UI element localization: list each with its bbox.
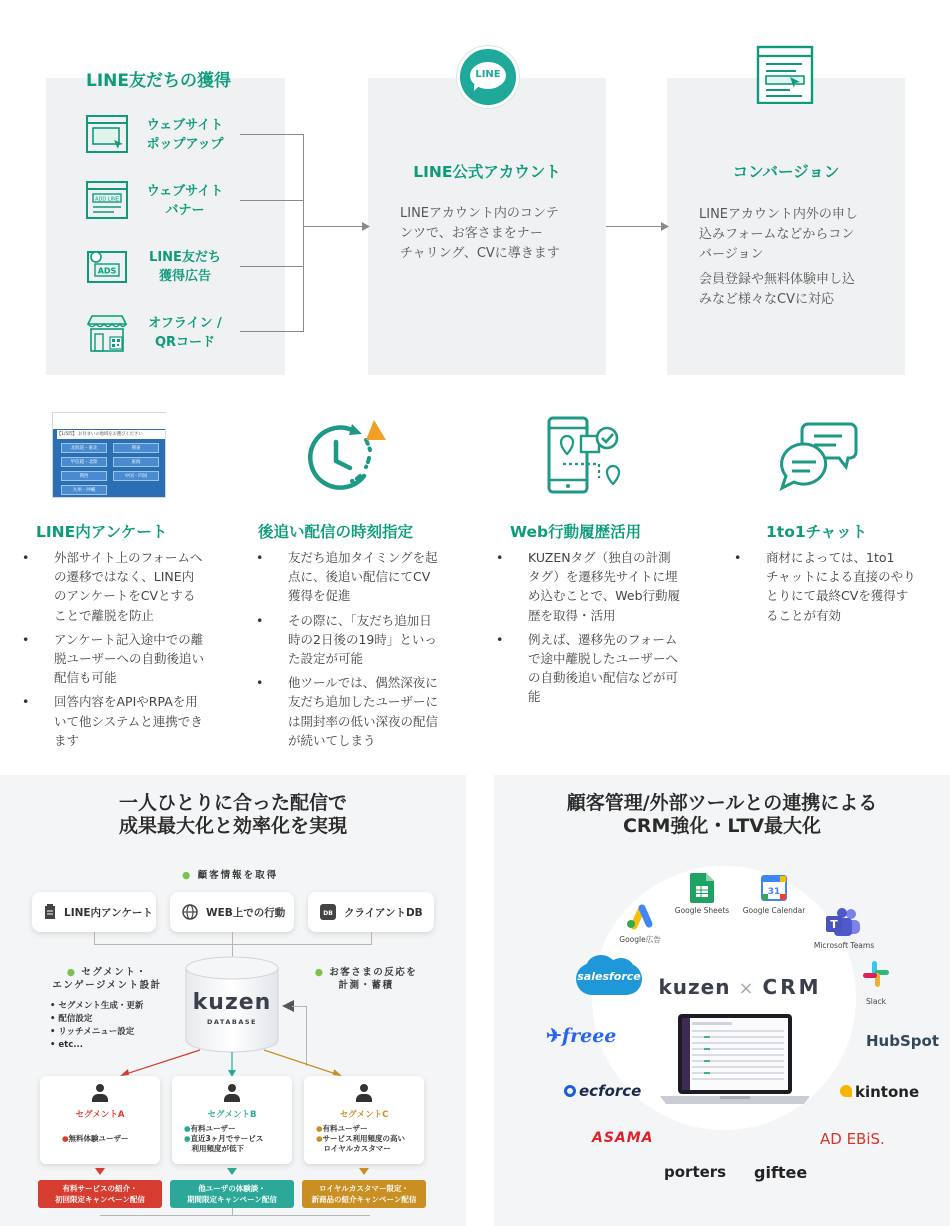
survey-option[interactable]: 九州・沖縄 [61,485,107,495]
campaign-line: 新商品の紹介キャンペーン配信 [311,1195,417,1204]
bullet-line: いて他システムと連携でき [54,713,203,729]
campaign-line: 有料サービスの紹介・ [62,1184,138,1193]
title-line: 一人ひとりに合った配信で [118,792,347,814]
delivery-title [0,792,466,838]
conversion-desc [699,205,894,310]
connector-line [303,226,365,227]
label-line: お客さまの反応を [329,967,418,978]
feature-bullet [734,548,934,625]
segment-bullet [62,1134,129,1144]
tool-asama: ASAMA [592,1130,654,1146]
tool-google-ads: Google広告 [619,935,661,944]
segment-name: セグメントB [207,1110,257,1120]
segment-name: セグメントA [75,1110,125,1120]
feature-bullets [256,548,456,755]
bullet-dot-icon [316,1144,324,1153]
tool-slack: Slack [866,997,886,1006]
banner-window-icon [84,178,130,224]
banner-icon-text: ADD LINE [95,196,119,203]
title-line: 成果最大化と効率化を実現 [118,815,347,837]
bullet-line: め込むことで、Web行動履 [528,588,681,604]
feature-bullet [256,611,456,669]
database-icon [320,904,336,920]
tool-freee [546,1025,616,1047]
microsoft-teams-icon [826,908,862,938]
arrow-right-icon [661,222,669,231]
segment-card [304,1076,424,1164]
feature-bullet [256,548,456,606]
account-desc [400,204,590,264]
segment-bullets [62,1134,129,1144]
bullet-line: 能 [528,689,541,705]
green-dot-icon: ● [182,870,198,881]
bullet-dot-icon [184,1144,192,1153]
person-icon [224,1084,240,1104]
segment-bullet-text: 有料ユーザー [190,1124,236,1133]
person-icon [356,1084,372,1104]
bullet-line: タグ）を遷移先サイトに埋 [528,569,678,585]
desc-line: バージョン [699,247,764,262]
segment-item: • 配信設定 [50,1014,93,1024]
feature-bullet [496,630,696,707]
arrow-down-icon [95,1168,105,1175]
segment-bullet [316,1144,405,1154]
google-ads-icon [624,902,654,930]
segment-bullet-text: 無料体験ユーザー [68,1134,129,1143]
db-sub: DATABASE [207,1018,257,1026]
bullet-line: • KUZENタグ（独自の計測 [528,550,671,565]
segment-item-text: リッチメニュー設定 [58,1027,135,1037]
bullet-dot-icon: ● [184,1124,191,1133]
label-line: セグメント・ [81,967,148,978]
segment-bullets [316,1124,405,1154]
segment-bullet-text: 利用頻度が低下 [191,1144,244,1153]
bullet-line: 配信も可能 [54,670,117,686]
storefront-qr-icon [84,310,130,356]
segment-card [172,1076,292,1164]
connector-line [100,1215,370,1216]
connector-line [371,932,372,944]
tool-adebis: AD EBiS. [820,1130,885,1148]
connector-line [292,1006,306,1007]
bullet-line: た設定が可能 [288,651,364,667]
chip-web-behavior [170,892,294,932]
desc-line: ンツで、お客さまをナー [400,226,543,241]
segment-bullet-text: サービス利用頻度の高い [322,1134,406,1143]
bullet-line: • 他ツールでは、偶然深夜に [288,675,438,691]
measure-label [296,966,436,992]
segment-items [50,1000,143,1052]
arrow-down-icon [359,1168,369,1175]
survey-option[interactable]: 北海道・東北 [61,443,107,453]
feature-title: 1to1チャット [766,523,868,541]
feature-bullet [22,548,222,625]
segment-card [40,1076,160,1164]
segment-name: セグメントC [339,1110,389,1120]
bullet-line: • 外部サイト上のフォームへ [54,550,203,565]
popup-window-icon [84,112,130,158]
globe-icon [182,904,198,920]
desc-line: LINEアカウント内外の申し [699,207,858,222]
connector-line [232,1208,233,1215]
bullet-line: ことで離脱を防止 [54,607,155,623]
source-offline-qr [84,310,244,356]
tool-salesforce: salesforce [577,970,641,983]
segment-item-text: 配信設定 [58,1014,93,1024]
bullet-line: とりにて最終CVを獲得す [766,588,909,604]
center-right: CRM [762,975,822,999]
bullet-dot-icon: ● [316,1124,323,1133]
campaign-line: ロイヤルカスタマー限定・ [319,1184,409,1193]
chip-label: クライアントDB [344,906,423,919]
connector-line [240,331,304,332]
bullet-line: • その際に、「友だち追加日 [288,612,432,628]
connector-line [303,134,304,332]
bullet-line: • 友だち追加タイミングを起 [288,550,438,565]
desc-line: LINEアカウント内のコンテ [400,206,559,221]
source-line2: QRコード [154,335,216,350]
green-dot-icon: ● [66,967,82,978]
desc-line: 込みフォームなどからコン [699,227,855,242]
chat-bubbles-icon [776,418,860,494]
segment-bullet [316,1134,405,1144]
line-logo-icon [457,46,519,108]
survey-option[interactable]: 関東 [113,443,159,453]
laptop-dashboard-icon [660,1012,810,1108]
bullet-line: 脱ユーザーへの自動後追い [54,651,205,667]
chip-label: LINE内アンケート [64,906,153,919]
tool-ecforce-text: ecforce [579,1082,642,1100]
segment-item: • リッチメニュー設定 [50,1027,135,1037]
segment-bullet-text: 直近3ヶ月でサービス [190,1134,264,1143]
svg-text:T: T [830,918,838,931]
source-website-popup [84,112,244,158]
campaign-line: 他ユーザの体験談・ [198,1184,266,1193]
source-line1: オフライン / [148,316,222,331]
survey-header: 【1/5問】 お住まいの地域をお選びください [57,430,165,439]
tool-google-calendar: Google Calendar [742,906,806,915]
chip-line-survey [32,892,156,932]
feature-bullet [496,548,696,625]
source-line2: バナー [165,203,205,218]
clipboard-icon [44,904,56,920]
bullet-line: ることが有効 [766,607,842,623]
feature-title: 後追い配信の時刻指定 [258,523,414,541]
feature-bullet [22,692,222,750]
acquire-title: LINE友だちの獲得 [86,71,231,91]
segment-item-text: etc... [58,1040,83,1050]
survey-mockup [52,412,166,498]
segment-bullet [184,1134,263,1144]
mobile-tracking-icon [543,414,625,496]
survey-option[interactable]: 中国・四国 [113,471,159,481]
tool-hubspot: HubSpot [866,1032,939,1050]
db-chip-icon-text: DB [323,910,333,917]
segment-bullets [184,1124,263,1154]
tool-freee-text: freee [561,1025,617,1047]
campaign-line: 初回限定キャンペーン配信 [55,1195,145,1204]
feature-title: LINE内アンケート [36,523,168,541]
segment-item: • etc... [50,1040,83,1050]
segment-bullet-text: 有料ユーザー [322,1124,368,1133]
survey-option[interactable]: 東海 [113,457,159,467]
connector-line [240,200,304,201]
source-website-banner [84,178,244,224]
conversion-title: コンバージョン [732,163,840,181]
feature-bullets [22,548,222,755]
bullet-line: 歴を取得・活用 [528,607,616,623]
bullet-line: のアンケートをCVとする [54,588,196,604]
source-line2: ポップアップ [146,137,224,152]
tool-kintone-text: kintone [855,1083,920,1101]
connector-line [232,932,233,958]
tool-ecforce [564,1082,641,1100]
clock-icon [302,418,390,494]
line-logo-text: LINE [475,69,501,80]
segment-bullet-text: ロイヤルカスタマー [323,1144,391,1153]
segment-item-text: セグメント生成・更新 [58,1001,144,1011]
bullet-line: 時の2日後の19時」といっ [288,631,437,647]
source-line2: 獲得広告 [158,269,211,284]
bullet-line: ます [54,732,80,748]
ecforce-circle-icon [564,1085,576,1097]
title-line: CRM強化・LTV最大化 [622,815,822,837]
salesforce-logo [574,953,644,999]
segment-bullet [184,1144,263,1154]
source-line1: LINE友だち [149,250,221,265]
segment-item: • セグメント生成・更新 [50,1001,144,1011]
bullet-line: • 例えば、遷移先のフォーム [528,631,678,647]
ads-icon-text: ADS [97,266,117,276]
bullet-line: が続いてしまう [288,732,376,748]
segment-arrows [0,1046,466,1080]
crm-center-title [640,975,840,999]
bullet-line: • 回答内容をAPIやRPAを用 [54,694,198,710]
bullet-line: の遷移ではなく、LINE内 [54,569,195,585]
survey-option[interactable]: 甲信越・北陸 [61,457,107,467]
label-line: 計測・蓄積 [338,980,394,991]
bullet-line: の自動後追い配信などが可 [528,670,679,686]
chip-label: WEB上での行動 [206,906,286,919]
desc-line: みなど様々なCVに対応 [699,292,834,307]
source-line1: ウェブサイト [146,118,224,133]
feature-bullet [256,673,456,750]
arrow-down-icon [227,1168,237,1175]
google-sheets-icon [690,873,714,903]
google-calendar-icon [761,875,787,901]
conversion-form-icon [756,44,814,104]
survey-option[interactable]: 関西 [61,471,107,481]
tool-google-sheets: Google Sheets [674,906,730,915]
segment-campaign [38,1180,162,1208]
center-left: kuzen [658,975,731,999]
freee-bird-icon: ✈ [546,1025,562,1047]
segment-campaign [170,1180,294,1208]
tool-porters: porters [664,1163,727,1181]
arrow-right-icon [362,222,370,231]
bullet-dot-icon: ● [184,1134,191,1143]
tool-giftee: giftee [754,1163,808,1182]
ads-icon [84,244,130,290]
crm-title [494,792,950,838]
calendar-day-text: 31 [767,887,781,897]
bullet-dot-icon: ● [62,1134,69,1143]
feature-bullets [734,548,934,630]
bullet-line: チャットによる直接のやり [766,569,916,585]
bullet-line: • 商材によっては、1to1 [766,550,895,565]
bullet-dot-icon: ● [316,1134,323,1143]
bullet-line: 友だち追加したユーザーに [288,694,439,710]
collect-label-text: 顧客情報を取得 [197,870,279,881]
desc-line: チャリング、CVに導きます [400,246,560,261]
desc-line: 会員登録や無料体験申し込 [699,272,856,287]
connector-line [240,134,304,135]
person-icon [92,1084,108,1104]
tool-microsoft-teams: Microsoft Teams [813,941,875,950]
bullet-line: 獲得を促進 [288,588,351,604]
connector-line [240,266,304,267]
connector-line [94,944,372,945]
bullet-line: で途中離脱したユーザーへ [528,651,679,667]
feature-bullet [22,630,222,688]
title-line: 顧客管理/外部ツールとの連携による [566,792,878,814]
segment-campaign [302,1180,426,1208]
chip-client-db [308,892,434,932]
feature-title: Web行動履歴活用 [510,523,642,541]
segment-bullet [316,1124,405,1134]
green-dot-icon: ● [314,967,330,978]
center-x: × [738,978,755,999]
bullet-line: は開封率の低い深夜の配信 [288,713,439,729]
label-line: エンゲージメント設計 [52,980,162,991]
source-line-ads [84,244,244,290]
connector-line [94,932,95,944]
connector-line [606,226,664,227]
kintone-icon [840,1085,852,1097]
segment-bullet [184,1124,263,1134]
source-line1: ウェブサイト [146,184,224,199]
collect-label [182,869,278,882]
tool-kintone [840,1083,919,1101]
slack-icon [862,960,890,988]
db-logo: kuzen [192,990,272,1015]
campaign-line: 期間限定キャンペーン配信 [187,1195,277,1204]
account-title: LINE公式アカウント [413,163,561,181]
segment-design-label [32,966,182,992]
bullet-line: • アンケート記入途中での離 [54,631,204,647]
bullet-line: 点に、後追い配信にてCV [288,569,431,585]
feature-bullets [496,548,696,712]
